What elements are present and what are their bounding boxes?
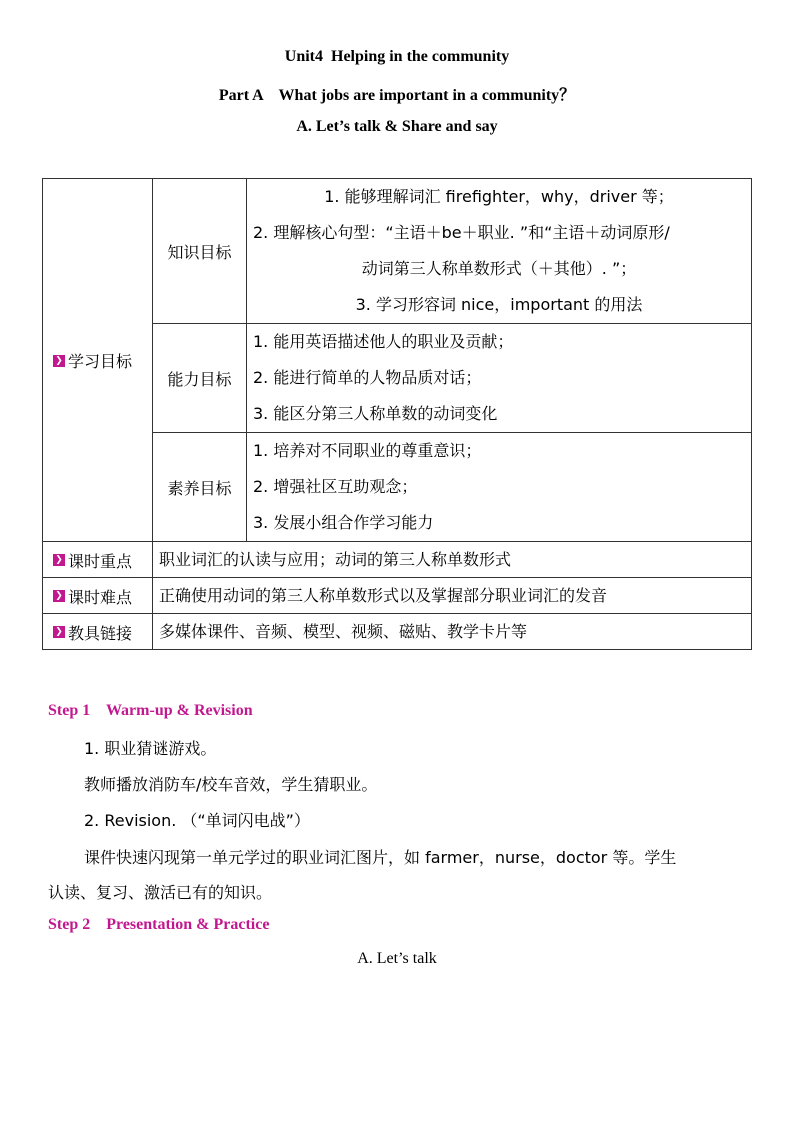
knowledge-label: 知识目标: [153, 179, 247, 324]
list-item: 3. 能区分第三人称单数的动词变化: [253, 404, 498, 423]
arrow-right-icon: ❯: [53, 554, 65, 566]
tools-value: 多媒体课件、音频、模型、视频、磁贴、教学卡片等: [153, 614, 752, 650]
list-item: 2. 理解核心句型：“主语＋be＋职业. ”和“主语＋动词原形/: [253, 223, 670, 242]
step2-subheading: A. Let’s talk: [357, 950, 437, 967]
literacy-label: 素养目标: [153, 433, 247, 542]
literacy-content: [247, 433, 752, 542]
knowledge-content: [247, 179, 752, 324]
arrow-right-icon: ❯: [53, 626, 65, 638]
arrow-right-icon: ❯: [53, 355, 65, 367]
key-points-label: 课时重点: [68, 551, 133, 571]
table-row: [43, 179, 752, 324]
step1-paragraph: 1. 职业猜谜游戏。: [84, 739, 217, 758]
list-item: 3. 学习形容词 nice，important 的用法: [355, 295, 643, 314]
step1-heading: Step 1 Warm-up & Revision: [48, 702, 253, 719]
arrow-right-icon: ❯: [53, 590, 65, 602]
section-title: A. Let’s talk & Share and say: [296, 118, 498, 135]
difficulties-cell: [43, 578, 153, 614]
list-item: 3. 发展小组合作学习能力: [253, 513, 434, 532]
table-row: [43, 578, 752, 614]
tools-label: 教具链接: [68, 623, 133, 643]
step2-heading: Step 2 Presentation & Practice: [48, 916, 270, 933]
key-points-value: 职业词汇的认读与应用；动词的第三人称单数形式: [153, 542, 752, 578]
tools-cell: [43, 614, 153, 650]
ability-label: 能力目标: [153, 324, 247, 433]
objectives-label: 学习目标: [68, 352, 133, 372]
table-row: [43, 542, 752, 578]
list-item: 2. 增强社区互助观念；: [253, 477, 418, 496]
step1-paragraph: 认读、复习、激活已有的知识。: [48, 883, 273, 902]
step1-paragraph: 2. Revision. （“单词闪电战”）: [84, 811, 310, 830]
list-item: 动词第三人称单数形式（＋其他）. ”；: [361, 259, 637, 278]
unit-title: Unit4 Helping in the community: [284, 48, 510, 65]
list-item: 1. 能用英语描述他人的职业及贡献；: [253, 332, 514, 351]
ability-content: [247, 324, 752, 433]
objectives-cell: [43, 179, 153, 542]
objectives-table: [42, 178, 752, 650]
part-title: Part A What jobs are important in a community？: [218, 87, 576, 104]
difficulties-value: 正确使用动词的第三人称单数形式以及掌握部分职业词汇的发音: [153, 578, 752, 614]
key-points-cell: [43, 542, 153, 578]
step1-paragraph: 教师播放消防车/校车音效，学生猜职业。: [84, 775, 378, 794]
step1-paragraph: 课件快速闪现第一单元学过的职业词汇图片，如 farmer，nurse，doctor 等。学生: [84, 848, 677, 867]
list-item: 1. 能够理解词汇 firefighter，why，driver 等；: [324, 187, 674, 206]
difficulties-label: 课时难点: [68, 587, 133, 607]
list-item: 1. 培养对不同职业的尊重意识；: [253, 441, 482, 460]
list-item: 2. 能进行简单的人物品质对话；: [253, 368, 482, 387]
table-row: [43, 614, 752, 650]
